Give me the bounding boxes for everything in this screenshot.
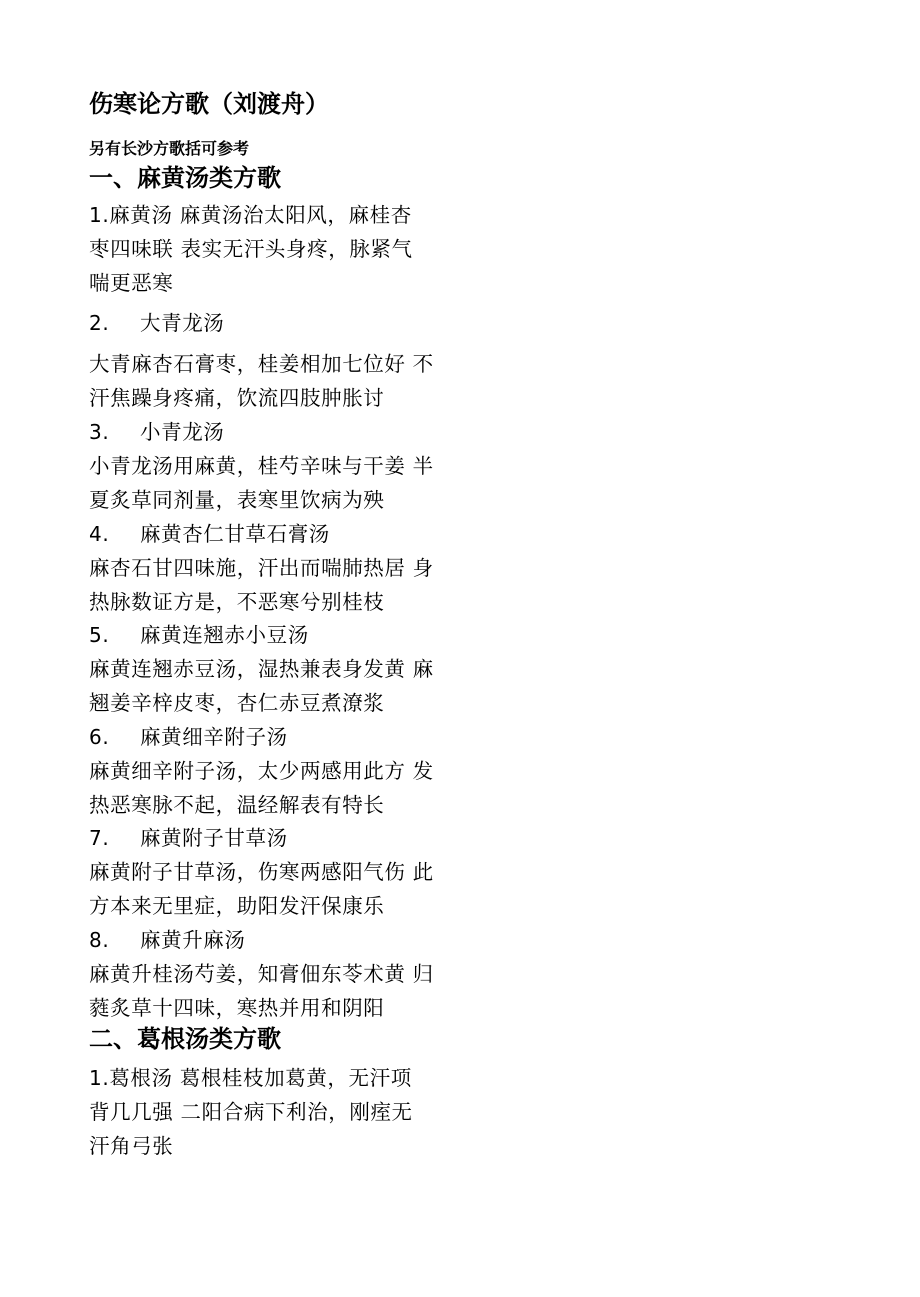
verse-line: 汗焦躁身疼痛，饮流四肢肿胀讨 — [89, 386, 385, 410]
formula-3-heading — [89, 422, 224, 443]
formula-2-1-line-1 — [89, 1068, 412, 1089]
formula-number: 1. — [89, 203, 110, 227]
verse-line: 麻杏石甘四味施，汗出而喘肺热居 身 — [89, 556, 434, 580]
formula-number: 1. — [89, 1066, 110, 1090]
formula-number: 7. — [89, 826, 110, 850]
verse-line: 小青龙汤用麻黄，桂芍辛味与干姜 半 — [89, 454, 434, 478]
formula-number: 4. — [89, 522, 110, 546]
formula-name: 大青龙汤 — [140, 311, 225, 335]
verse-line: 背几几强 二阳合病下利治，刚痓无 — [89, 1100, 413, 1124]
formula-name: 小青龙汤 — [140, 420, 225, 444]
verse-line: 麻黄汤治太阳风，麻桂杏 — [179, 203, 412, 227]
verse-line: 方本来无里症，助阳发汗保康乐 — [89, 894, 385, 918]
formula-name: 麻黄细辛附子汤 — [140, 725, 288, 749]
formula-8-heading — [89, 930, 246, 951]
formula-4-heading — [89, 524, 330, 545]
formula-1-line-1 — [89, 205, 412, 226]
formula-name: 麻黄杏仁甘草石膏汤 — [140, 522, 330, 546]
formula-number: 2. — [89, 311, 110, 335]
formula-number: 5. — [89, 623, 110, 647]
verse-line: 麻黄连翘赤豆汤，湿热兼表身发黄 麻 — [89, 657, 434, 681]
verse-line: 麻黄附子甘草汤，伤寒两感阳气伤 此 — [89, 860, 434, 884]
verse-line: 翘姜辛梓皮枣，杏仁赤豆煮潦浆 — [89, 691, 385, 715]
formula-name: 麻黄汤 — [109, 203, 173, 227]
formula-name: 麻黄附子甘草汤 — [140, 826, 288, 850]
formula-name: 麻黄升麻汤 — [140, 928, 246, 952]
formula-name: 葛根汤 — [109, 1066, 173, 1090]
formula-5-heading — [89, 625, 309, 646]
verse-line: 夏炙草同剂量，表寒里饮病为殃 — [89, 488, 385, 512]
verse-line: 大青麻杏石膏枣，桂姜相加七位好 不 — [89, 352, 434, 376]
formula-number: 6. — [89, 725, 110, 749]
verse-line: 枣四味联 表实无汗头身疼，脉紧气 — [89, 237, 413, 261]
verse-line: 麻黄升桂汤芍姜，知膏佃东苓术黄 归 — [89, 962, 434, 986]
document-title: 伤寒论方歌（刘渡舟） — [89, 90, 329, 118]
formula-6-heading — [89, 727, 288, 748]
formula-2-heading — [89, 313, 224, 334]
formula-7-heading — [89, 828, 288, 849]
formula-number: 3. — [89, 420, 110, 444]
verse-line: 热脉数证方是，不恶寒兮别桂枝 — [89, 590, 385, 614]
formula-name: 麻黄连翘赤小豆汤 — [140, 623, 309, 647]
document-subtitle: 另有长沙方歌括可参考 — [89, 139, 250, 158]
verse-line: 蕤炙草十四味，寒热并用和阴阳 — [89, 996, 385, 1020]
formula-number: 8. — [89, 928, 110, 952]
verse-line: 麻黄细辛附子汤，太少两感用此方 发 — [89, 759, 434, 783]
section-heading-2: 二、葛根汤类方歌 — [89, 1025, 281, 1053]
verse-line: 热恶寒脉不起，温经解表有特长 — [89, 793, 385, 817]
verse-line: 喘更恶寒 — [89, 271, 174, 295]
verse-line: 汗角弓张 — [89, 1134, 174, 1158]
verse-line: 葛根桂枝加葛黄，无汗项 — [179, 1066, 412, 1090]
section-heading-1: 一、麻黄汤类方歌 — [89, 164, 281, 192]
